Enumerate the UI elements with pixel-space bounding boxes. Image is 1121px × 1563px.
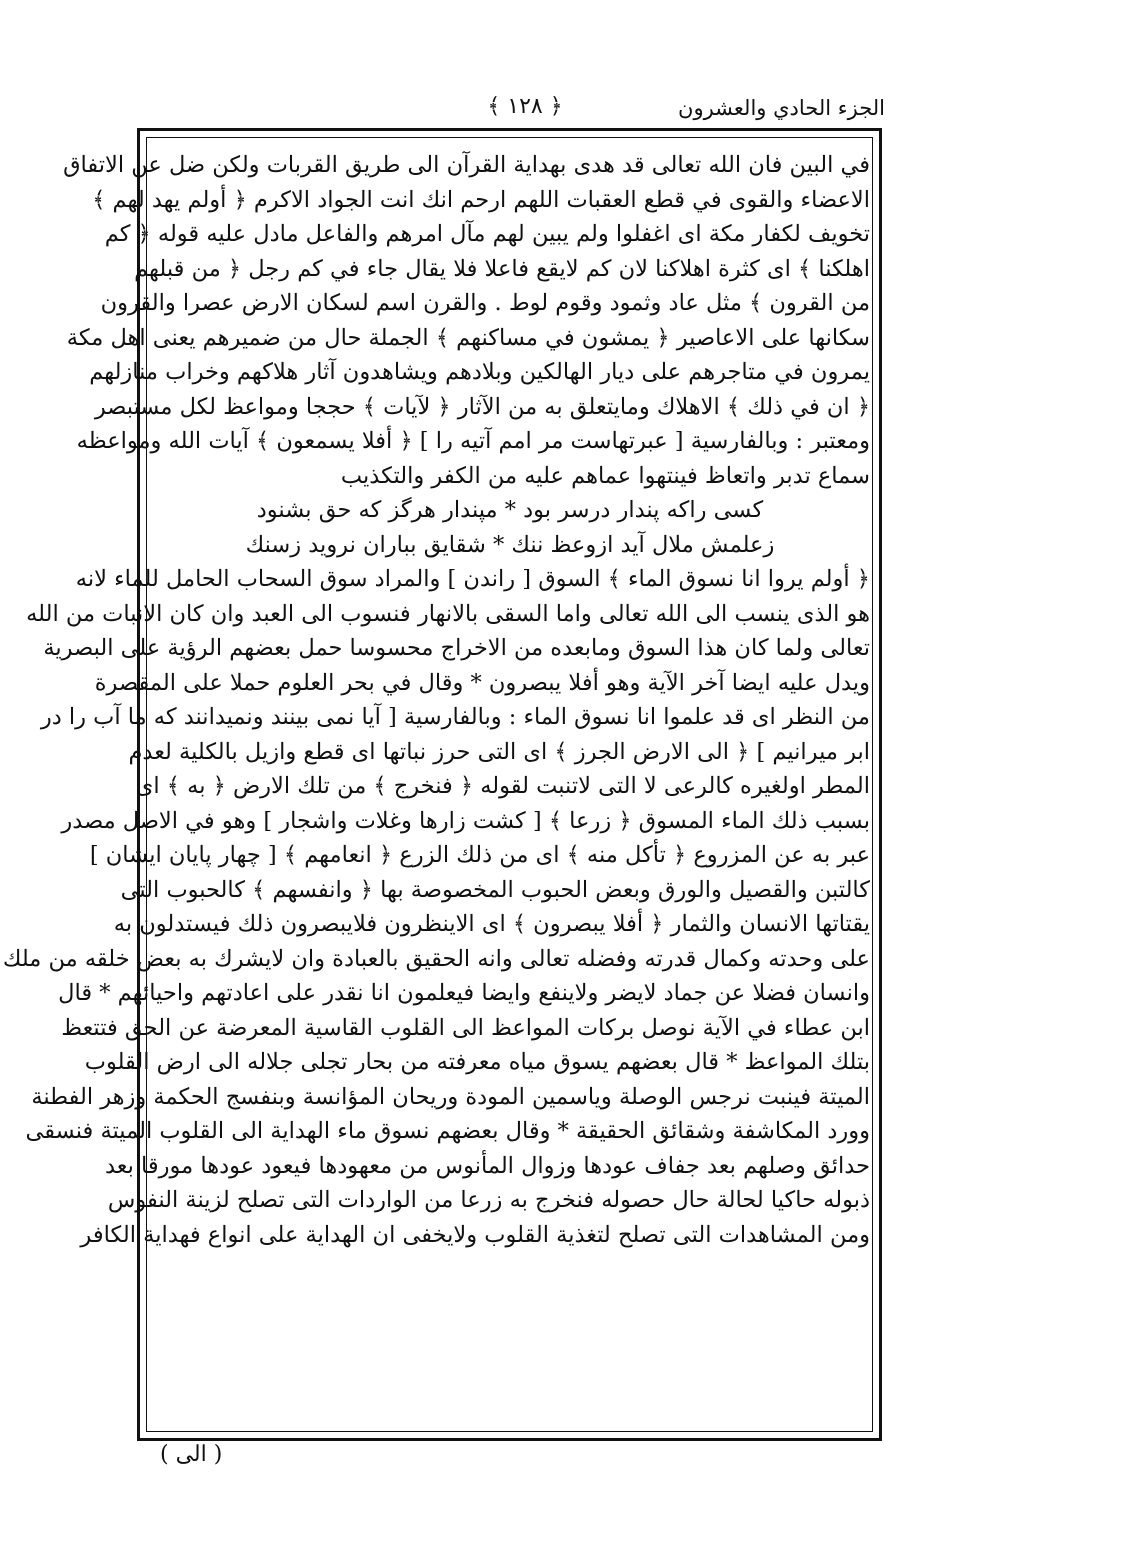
page-header xyxy=(140,92,885,132)
catchword: ( الى ) xyxy=(160,1442,223,1467)
text-line: على وحدته وكمال قدرته وفضله تعالى وانه الحقيق بالعبادة وان لايشرك به بعض خلقه من ملك xyxy=(2,945,870,972)
poem-verse: كسى راكه پندار درسر بود * مپندار هرگز كه حق بشنود xyxy=(256,497,764,523)
text-line: عبر به عن المزروع ﴿ تأكل منه ﴾ اى من ذلك الزرع ﴿ انعامهم ﴾ [ چهار پايان ايشان ] xyxy=(89,842,870,868)
text-line: ﴿ ان في ذلك ﴾ الاهلاك ومايتعلق به من الآثار ﴿ لآيات ﴾ حججا ومواعظ لكل مستبصر xyxy=(94,393,870,420)
text-line: وانسان فضلا عن جماد لايضر ولاينفع وايضا فيعلمون انا نقدر على اعادتهم واحيائهم * قال xyxy=(58,980,870,1006)
text-line: ابن عطاء في الآية نوصل بركات المواعظ الى القلوب القاسية المعرضة عن الحق فتتعظ xyxy=(61,1014,870,1041)
text-line: سماع تدبر واتعاظ فينتهوا عماهم عليه من الكفر والتكذيب xyxy=(340,462,870,489)
text-line: سكانها على الاعاصير ﴿ يمشون في مساكنهم ﴾ الجملة حال من ضميرهم يعنى اهل مكة xyxy=(66,324,870,351)
text-line: يمرون في متاجرهم على ديار الهالكين وبلادهم ويشاهدون آثار هلاكهم وخراب منازلهم xyxy=(89,359,870,385)
text-line: ﴿ أولم يروا انا نسوق الماء ﴾ السوق [ راندن ] والمراد سوق السحاب الحامل للماء لانه xyxy=(75,566,870,592)
text-line: المطر اولغيره كالرعى لا التى لاتنبت لقوله ﴿ فنخرج ﴾ من تلك الارض ﴿ به ﴾ اى xyxy=(135,773,870,799)
text-line: تعالى ولما كان هذا السوق ومابعده من الاخراج محسوسا حمل بعضهم الرؤية على البصرية xyxy=(43,635,870,661)
text-line: ومن المشاهدات التى تصلح لتغذية القلوب ولايخفى ان الهداية على انواع فهداية الكافر xyxy=(80,1221,870,1248)
text-line: ومعتبر : وبالفارسية [ عبرتهاست مر امم آتيه را ] ﴿ أفلا يسمعون ﴾ آيات الله ومواعظه xyxy=(76,428,870,454)
text-line: من النظر اى قد علموا انا نسوق الماء : وبالفارسية [ آيا نمى بينند ونميدانند كه ما آب را در xyxy=(40,704,870,730)
text-line: الاعضاء والقوى في قطع العقبات اللهم ارحم انك انت الجواد الاكرم ﴿ أولم يهد لهم ﴾ xyxy=(92,186,870,213)
text-line: من القرون ﴾ مثل عاد وثمود وقوم لوط . والقرن اسم لسكان الارض عصرا والقرون xyxy=(100,290,870,316)
page-number: ﴿ ١٢٨ ﴾ xyxy=(487,94,563,119)
text-line: الميتة فينبت نرجس الوصلة وياسمين المودة وريحان المؤانسة وبنفسج الحكمة وزهر الفطنة xyxy=(31,1083,870,1110)
text-line: كالتبن والقصيل والورق وبعض الحبوب المخصوصة بها ﴿ وانفسهم ﴾ كالحبوب التى xyxy=(120,876,870,903)
text-line: بتلك المواعظ * قال بعضهم يسوق مياه معرفته من بحار تجلى جلاله الى ارض القلوب xyxy=(84,1049,870,1075)
text-line: ويدل عليه ايضا آخر الآية وهو أفلا يبصرون * وقال في بحر العلوم حملا على المقصرة xyxy=(94,669,870,696)
text-line: بسبب ذلك الماء المسوق ﴿ زرعا ﴾ [ كشت زارها وغلات واشجار ] وهو في الاصل مصدر xyxy=(61,807,870,834)
main-text xyxy=(2,148,870,1252)
part-title: الجزء الحادي والعشرون xyxy=(678,96,885,120)
text-line: ذبوله حاكيا لحالة حال حصوله فنخرج به زرعا من الواردات التى تصلح لزينة النفوس xyxy=(107,1187,870,1213)
text-line: هو الذى ينسب الى الله تعالى واما السقى بالانهار فنسوب الى العبد وان كان الانبات من الله xyxy=(26,600,870,627)
text-line: يقتاتها الانسان والثمار ﴿ أفلا يبصرون ﴾ اى الاينظرون فلايبصرون ذلك فيستدلون به xyxy=(113,911,870,937)
poem-verse: زعلمش ملال آيد ازوعظ ننك * شقايق بباران نرويد زسنك xyxy=(245,531,775,558)
text-line: حدائق وصلهم بعد جفاف عودها وزوال المأنوس من معهودها فيعود عودها مورقا بعد xyxy=(104,1152,870,1179)
text-line: ابر ميرانيم ] ﴿ الى الارض الجرز ﴾ اى التى حرز نباتها اى قطع وازيل بالكلية لعدم xyxy=(128,738,870,765)
text-line: في البين فان الله تعالى قد هدى بهداية القرآن الى طريق القربات ولكن ضل عن الاتفاق xyxy=(63,152,870,178)
text-line: وورد المكاشفة وشقائق الحقيقة * وقال بعضهم نسوق ماء الهداية الى القلوب الميتة فنسقى xyxy=(25,1118,870,1144)
text-line: اهلكنا ﴾ اى كثرة اهلاكنا لان كم لايقع فاعلا فلا يقال جاء في كم رجل ﴿ من قبلهم xyxy=(134,255,870,282)
text-line: تخويف لكفار مكة اى اغفلوا ولم يبين لهم مآل امرهم والفاعل مادل عليه قوله ﴿ كم xyxy=(104,221,870,247)
